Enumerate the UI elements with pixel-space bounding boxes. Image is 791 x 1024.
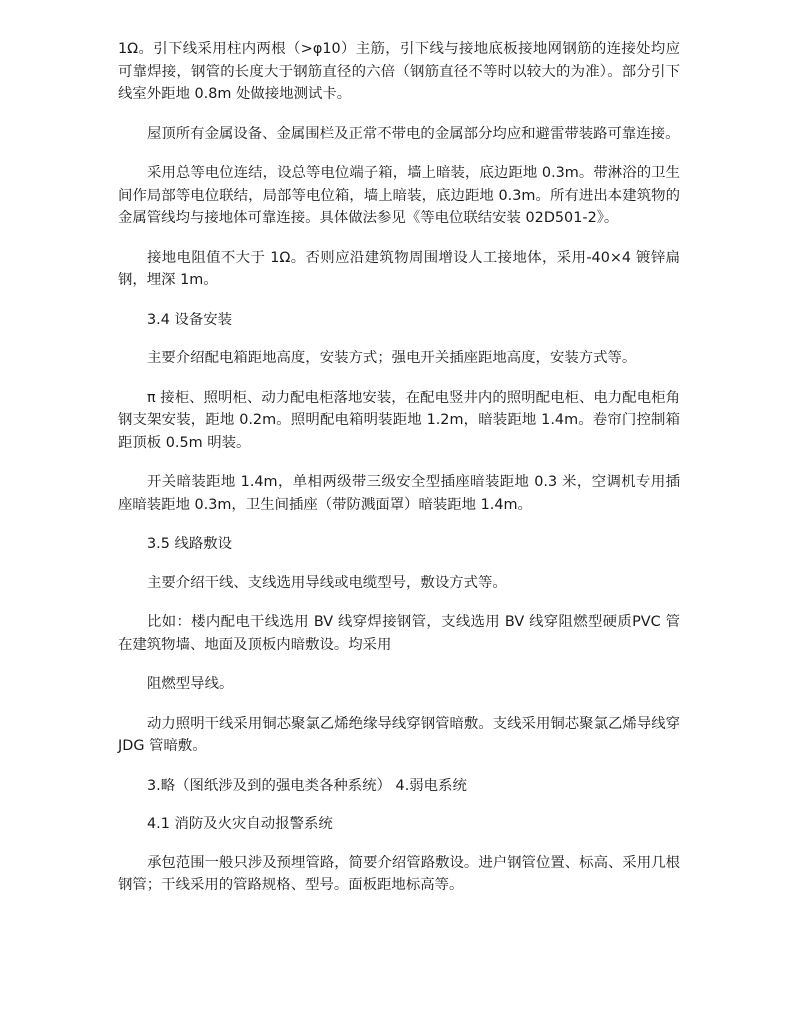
paragraph-power-lighting-wiring: 动力照明干线采用铜芯聚氯乙烯绝缘导线穿钢管暗敷。支线采用铜芯聚氯乙烯导线穿 JDG 管暗敷。 (118, 715, 680, 754)
document-page (118, 38, 680, 914)
paragraph-roof-metal-bonding: 屋顶所有金属设备、金属围栏及正常不带电的金属部分均应和避雷带装路可靠连接。 (147, 125, 680, 142)
section-heading-4-1: 4.1 消防及火灾自动报警系统 (147, 816, 333, 832)
paragraph-grounding-downconductor: 1Ω。引下线采用柱内两根（>φ10）主筋，引下线与接地底板接地网钢筋的连接处均应可靠焊接，钢管的长度大于钢筋直径的六倍（钢筋直径不等时以较大的为准）。部分引下线室外距地 0.8m 处做接地测试卡。 (118, 41, 680, 102)
section-heading-3-5: 3.5 线路敷设 (147, 536, 233, 552)
section-heading-3-4-systems: 3.略（图纸涉及到的强电类各种系统） 4.弱电系统 (147, 777, 467, 794)
paragraph-cabinet-installation: π 接柜、照明柜、动力配电柜落地安装，在配电竖井内的照明配电柜、电力配电柜角钢支架安装，距地 0.2m。照明配电箱明装距地 1.2m，暗装距地 1.4m。卷帘门控制箱距顶板 0.5m 明装。 (118, 389, 680, 451)
paragraph-equipment-intro: 主要介绍配电箱距地高度，安装方式；强电开关插座距地高度，安装方式等。 (147, 350, 637, 366)
section-heading-3-4: 3.4 设备安装 (147, 311, 233, 328)
paragraph-wiring-example: 比如：楼内配电干线选用 BV 线穿焊接钢管，支线选用 BV 线穿阻燃型硬质PVC 管在建筑物墙、地面及顶板内暗敷设。均采用 (118, 614, 680, 653)
paragraph-fire-alarm-scope: 承包范围一般只涉及预埋管路，简要介绍管路敷设。进户钢管位置、标高、采用几根钢管；干线采用的管路规格、型号。面板距地标高等。 (118, 854, 680, 893)
paragraph-switch-socket-installation: 开关暗装距地 1.4m，单相两级带三级安全型插座暗装距地 0.3 米，空调机专用插座暗装距地 0.3m，卫生间插座（带防溅面罩）暗装距地 1.4m。 (118, 474, 680, 513)
paragraph-equipotential-bonding: 采用总等电位连结，设总等电位端子箱，墙上暗装，底边距地 0.3m。带淋浴的卫生间作局部等电位联结，局部等电位箱，墙上暗装，底边距地 0.3m。所有进出本建筑物的金属管线均与接地体可靠连接。具体做法参见《等电位联结安装 02D501-2》。 (118, 165, 680, 226)
paragraph-flame-retardant: 阻燃型导线。 (147, 676, 234, 692)
paragraph-wiring-intro: 主要介绍干线、支线选用导线或电缆型号，敷设方式等。 (147, 574, 507, 591)
paragraph-grounding-resistance: 接地电阻值不大于 1Ω。否则应沿建筑物周围增设人工接地体，采用-40×4 镀锌扁钢，埋深 1m。 (118, 249, 680, 288)
